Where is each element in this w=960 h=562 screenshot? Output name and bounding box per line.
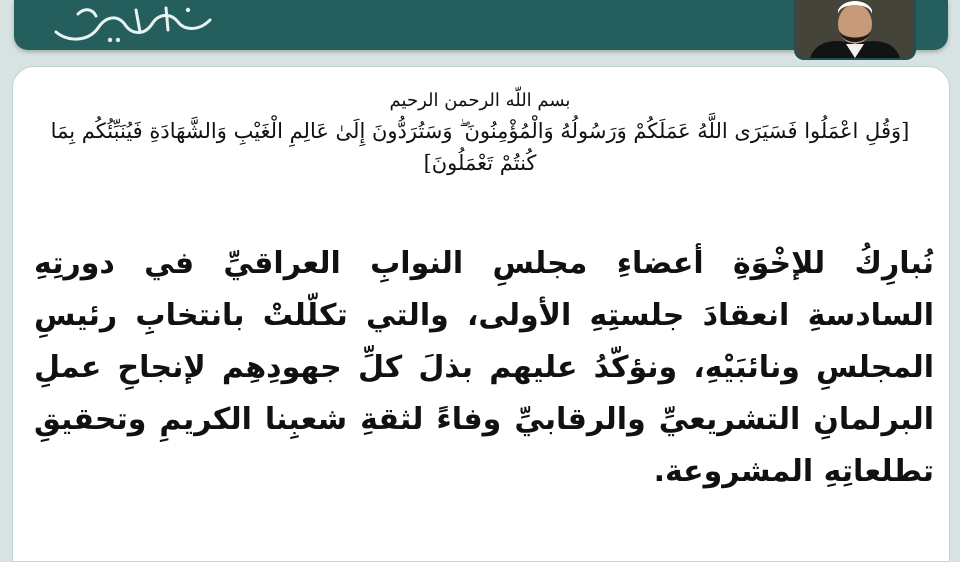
basmala-line: بسم اللّه الرحمن الرحيم: [389, 90, 571, 111]
quran-verse: [وَقُلِ اعْمَلُوا فَسَيَرَى اللَّهُ عَمَلَكُمْ وَرَسُولُهُ وَالْمُؤْمِنُونَ ۖ وَسَتُرَدُّونَ إِلَىٰ عَالِمِ الْغَيْبِ وَالشَّهَادَةِ فَيُنَبِّئُكُم بِمَا كُنتُمْ تَعْمَلُونَ]: [50, 119, 910, 175]
person-silhouette-icon: [796, 0, 914, 58]
intro-block: [40, 86, 920, 179]
header-bar: [14, 0, 948, 50]
statement-paragraph: نُبارِكُ للإخْوَةِ أعضاءِ مجلسِ النوابِ العراقيِّ في دورتِهِ السادسةِ انعقادَ جلستِهِ الأولى، والتي تكلّلتْ بانتخابِ رئيسِ المجلسِ ونائبَيْهِ، ونؤكّدُ عليهم بذلَ كلِّ جهودِهِم لإنجاحِ عملِ البرلمانِ التشريعيِّ والرقابيِّ وفاءً لثقةِ شعبِنا الكريمِ وتحقيقِ تطلعاتِهِ المشروعة.: [34, 246, 934, 489]
signature-logo: [48, 2, 218, 46]
portrait-photo: [794, 0, 916, 60]
